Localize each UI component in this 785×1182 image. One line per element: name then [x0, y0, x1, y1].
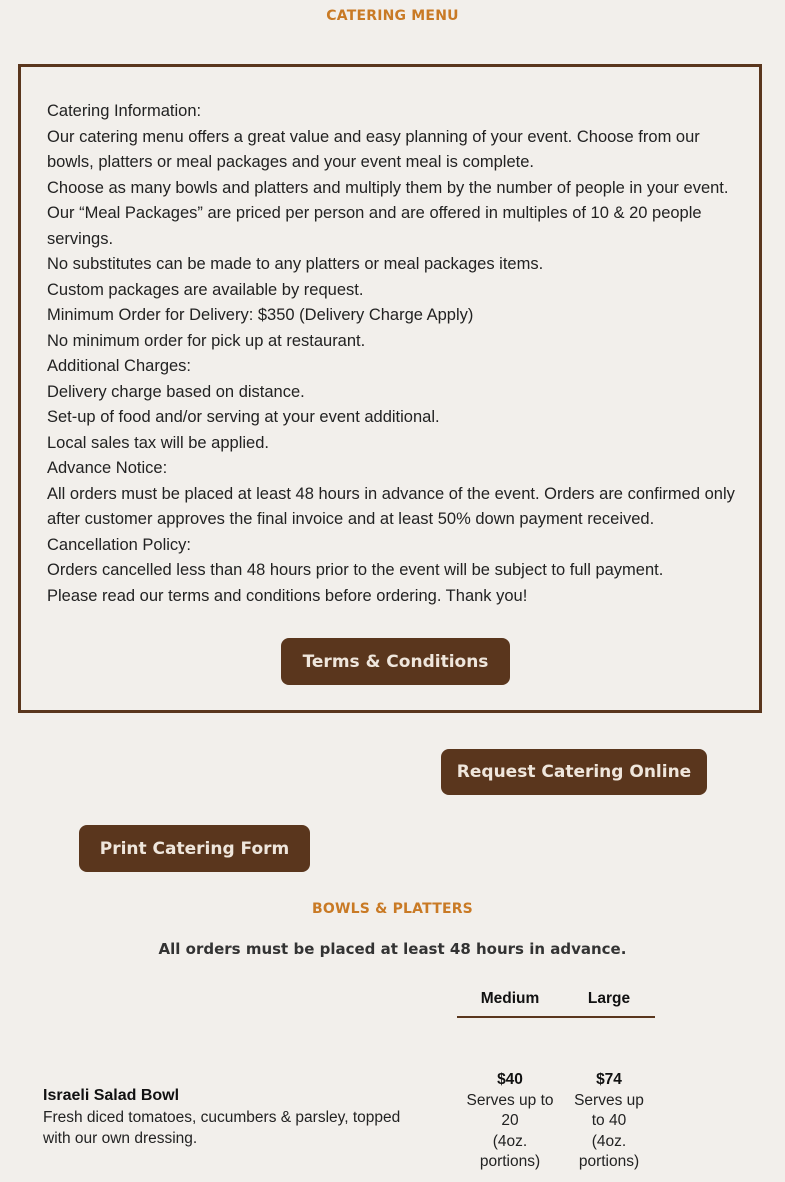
info-line: Cancellation Policy:	[47, 535, 191, 554]
large-price: $74	[596, 1071, 622, 1088]
info-line: Choose as many bowls and platters and multiply them by the number of people in your event. Our “Meal Packages” are priced per person and are offered in multiples of 10 & 20 people servings.	[47, 178, 729, 248]
header-divider	[457, 1016, 655, 1018]
info-line: No minimum order for pick up at restaurant.	[47, 331, 366, 350]
medium-price-cell	[462, 1070, 558, 1173]
catering-info-box	[18, 64, 762, 713]
info-line: All orders must be placed at least 48 hours in advance of the event. Orders are confirmed only after customer approves the final invoice and at least 50% down payment received.	[47, 484, 735, 528]
info-line: Delivery charge based on distance.	[47, 382, 305, 401]
catering-menu-title: CATERING MENU	[326, 8, 459, 24]
terms-conditions-button[interactable]: Terms & Conditions	[281, 638, 510, 685]
print-catering-form-button[interactable]: Print Catering Form	[79, 825, 310, 872]
request-catering-online-button[interactable]: Request Catering Online	[441, 749, 707, 795]
medium-serves: Serves up to 20	[466, 1091, 554, 1129]
column-header-medium: Medium	[480, 990, 540, 1007]
info-line: Please read our terms and conditions before ordering. Thank you!	[47, 586, 528, 605]
info-line: Catering Information:	[47, 102, 202, 120]
large-portion: (4oz. portions)	[578, 1132, 640, 1170]
info-line: Additional Charges:	[47, 357, 192, 375]
item-name: Israeli Salad Bowl	[43, 1087, 180, 1104]
medium-portion: (4oz. portions)	[479, 1132, 541, 1170]
info-line: Set-up of food and/or serving at your event additional.	[47, 408, 440, 426]
info-line: Advance Notice:	[47, 459, 168, 477]
large-price-cell	[566, 1070, 652, 1173]
column-header-large: Large	[587, 990, 631, 1007]
large-serves: Serves up to 40	[574, 1091, 644, 1129]
info-line: Custom packages are available by request.	[47, 280, 364, 299]
info-line: Local sales tax will be applied.	[47, 433, 269, 452]
item-description: Fresh diced tomatoes, cucumbers & parsley, topped with our own dressing.	[43, 1109, 401, 1147]
catering-info-text	[47, 99, 737, 609]
info-line: Our catering menu offers a great value and easy planning of your event. Choose from our bowls, platters or meal packages and your event meal is complete.	[47, 127, 700, 171]
medium-price: $40	[497, 1071, 523, 1088]
bowls-platters-subtitle: All orders must be placed at least 48 hours in advance.	[158, 940, 627, 958]
info-line: Minimum Order for Delivery: $350 (Delivery Charge Apply)	[47, 306, 474, 324]
bowls-platters-title: BOWLS & PLATTERS	[312, 901, 473, 917]
info-line: No substitutes can be made to any platters or meal packages items.	[47, 255, 544, 273]
info-line: Orders cancelled less than 48 hours prior to the event will be subject to full payment.	[47, 561, 664, 579]
